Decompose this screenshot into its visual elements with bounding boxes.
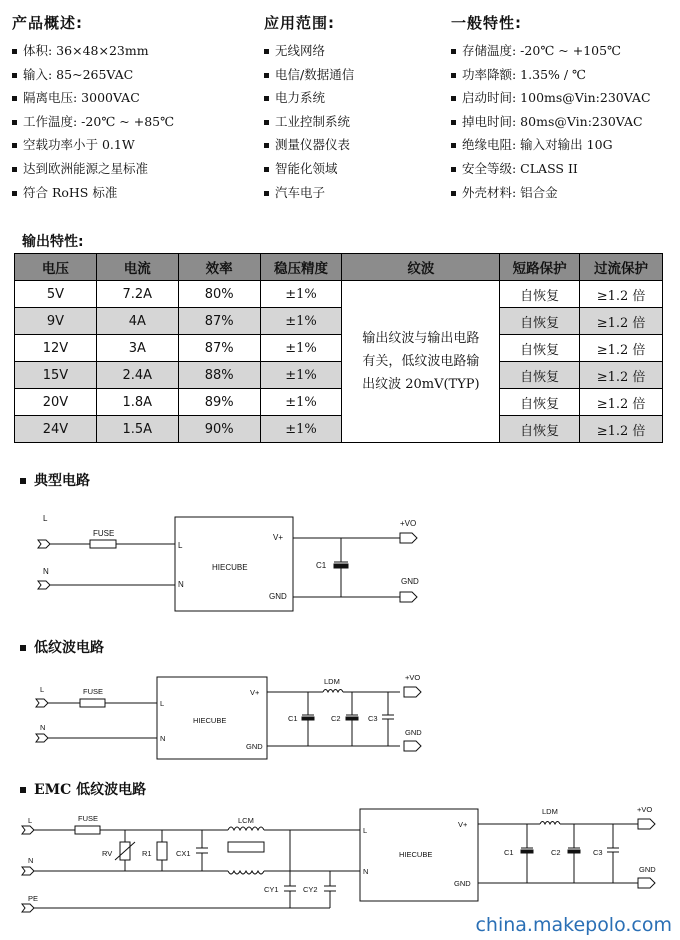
output-terminal-gnd — [638, 878, 655, 888]
svg-text:GND: GND — [401, 577, 419, 586]
ripple-line: 有关，低纹波电路输 — [362, 354, 480, 369]
common-mode-choke-lcm — [228, 827, 264, 830]
input-terminal-N — [38, 581, 50, 589]
application-item: 电力系统 — [264, 86, 354, 110]
input-terminal-PE — [22, 904, 34, 912]
cell-short: 自恢复 — [500, 362, 580, 389]
overview-item: 符合 RoHS 标准 — [12, 181, 174, 205]
fuse-symbol — [80, 699, 105, 707]
svg-text:R1: R1 — [142, 849, 152, 858]
output-table — [14, 253, 663, 443]
cell-efficiency: 89% — [178, 389, 260, 416]
svg-text:C1: C1 — [504, 848, 514, 857]
applications-title: 应用范围: — [264, 14, 335, 32]
cell-over: ≥1.2 倍 — [580, 362, 663, 389]
application-item: 智能化领域 — [264, 157, 354, 181]
cell-over: ≥1.2 倍 — [580, 416, 663, 443]
svg-text:GND: GND — [405, 728, 422, 737]
input-terminal-N — [22, 867, 34, 875]
header-short-protection: 短路保护 — [500, 254, 580, 281]
cell-voltage: 12V — [15, 335, 97, 362]
capacitor-c1 — [334, 564, 348, 568]
general-item: 安全等级: CLASS II — [451, 157, 651, 181]
cell-efficiency: 88% — [178, 362, 260, 389]
general-section — [451, 12, 651, 204]
application-item: 汽车电子 — [264, 181, 354, 205]
svg-text:+VO: +VO — [400, 519, 417, 528]
svg-text:N: N — [363, 867, 369, 876]
label-N: N — [43, 567, 49, 576]
inductor-ldm — [323, 690, 343, 693]
resistor-r1 — [157, 842, 167, 860]
cell-short: 自恢复 — [500, 416, 580, 443]
general-item: 掉电时间: 80ms@Vin:230VAC — [451, 110, 651, 134]
circuit2-title: 低纹波电路 — [20, 637, 104, 657]
header-ripple: 纹波 — [342, 254, 500, 281]
capacitor-c2 — [346, 717, 358, 720]
watermark: china.makepolo.com — [475, 914, 672, 936]
cell-voltage: 15V — [15, 362, 97, 389]
table-row — [15, 362, 663, 389]
cell-voltage: 24V — [15, 416, 97, 443]
svg-text:FUSE: FUSE — [83, 687, 104, 696]
table-row — [15, 308, 663, 335]
svg-text:V+: V+ — [250, 688, 260, 697]
application-item: 无线网络 — [264, 39, 354, 63]
svg-text:L: L — [363, 826, 368, 835]
svg-text:L: L — [178, 541, 183, 550]
input-terminal-L — [38, 540, 50, 548]
svg-text:GND: GND — [454, 879, 471, 888]
svg-text:C3: C3 — [368, 714, 378, 723]
header-overcurrent-protection: 过流保护 — [580, 254, 663, 281]
cell-regulation: ±1% — [260, 389, 342, 416]
cell-efficiency: 87% — [178, 308, 260, 335]
cell-efficiency: 90% — [178, 416, 260, 443]
circuit1-title: 典型电路 — [20, 470, 90, 490]
svg-text:LDM: LDM — [324, 677, 340, 686]
fuse-label: FUSE — [93, 529, 115, 538]
input-terminal-N — [36, 734, 48, 742]
general-item: 启动时间: 100ms@Vin:230VAC — [451, 86, 651, 110]
module-label: HIECUBE — [212, 563, 248, 572]
header-regulation: 稳压精度 — [260, 254, 342, 281]
overview-item: 空载功率小于 0.1W — [12, 133, 174, 157]
input-terminal-L — [22, 826, 34, 834]
svg-text:+VO: +VO — [405, 673, 421, 682]
overview-item: 体积: 36×48×23mm — [12, 39, 174, 63]
capacitor-c2 — [568, 850, 580, 853]
svg-text:GND: GND — [639, 865, 656, 874]
svg-text:+VO: +VO — [637, 805, 653, 814]
svg-text:N: N — [28, 856, 34, 865]
overview-item: 隔离电压: 3000VAC — [12, 86, 174, 110]
table-row — [15, 335, 663, 362]
svg-text:FUSE: FUSE — [78, 814, 99, 823]
overview-section — [12, 12, 174, 204]
svg-text:CX1: CX1 — [176, 849, 191, 858]
general-title: 一般特性: — [451, 14, 522, 32]
bullet-square — [20, 787, 26, 793]
ripple-line: 输出纹波与输出电路 — [362, 331, 480, 346]
bullet-square — [20, 645, 26, 651]
cell-efficiency: 87% — [178, 335, 260, 362]
general-item: 绝缘电阻: 输入对输出 10G — [451, 133, 651, 157]
inductor-ldm — [540, 822, 560, 825]
application-item: 测量仪器仪表 — [264, 133, 354, 157]
overview-item: 工作温度: -20℃ ~ +85℃ — [12, 110, 174, 134]
capacitor-c1 — [521, 850, 533, 853]
label-L: L — [43, 514, 48, 523]
svg-text:HIECUBE: HIECUBE — [399, 850, 433, 859]
cell-current: 4A — [96, 308, 178, 335]
output-terminal-vo — [400, 533, 417, 543]
svg-text:LDM: LDM — [542, 807, 558, 816]
application-item: 工业控制系统 — [264, 110, 354, 134]
svg-text:C2: C2 — [331, 714, 341, 723]
cell-current: 7.2A — [96, 281, 178, 308]
low-ripple-circuit-diagram — [0, 665, 680, 765]
svg-text:N: N — [160, 734, 166, 743]
cell-ripple-note — [342, 281, 500, 443]
table-row — [15, 416, 663, 443]
overview-item: 达到欧洲能源之星标准 — [12, 157, 174, 181]
choke-core — [228, 842, 264, 852]
output-terminal-vo — [404, 687, 421, 697]
capacitor-c1 — [302, 717, 314, 720]
svg-text:L: L — [40, 685, 45, 694]
svg-text:L: L — [160, 699, 165, 708]
cell-over: ≥1.2 倍 — [580, 308, 663, 335]
fuse-symbol — [75, 826, 100, 834]
table-header-row — [15, 254, 663, 281]
overview-item: 输入: 85~265VAC — [12, 63, 174, 87]
svg-text:C3: C3 — [593, 848, 603, 857]
circuit3-title: EMC 低纹波电路 — [20, 779, 146, 799]
svg-text:N: N — [178, 580, 184, 589]
typical-circuit-diagram — [0, 500, 680, 620]
bullet-square — [20, 478, 26, 484]
cell-over: ≥1.2 倍 — [580, 335, 663, 362]
fuse-symbol — [90, 540, 116, 548]
header-efficiency: 效率 — [178, 254, 260, 281]
cell-short: 自恢复 — [500, 389, 580, 416]
application-item: 电信/数据通信 — [264, 63, 354, 87]
cell-efficiency: 80% — [178, 281, 260, 308]
table-row — [15, 281, 663, 308]
output-terminal-vo — [638, 819, 655, 829]
svg-text:LCM: LCM — [238, 816, 254, 825]
svg-text:C2: C2 — [551, 848, 561, 857]
general-item: 存储温度: -20℃ ~ +105℃ — [451, 39, 651, 63]
cell-regulation: ±1% — [260, 335, 342, 362]
svg-text:CY1: CY1 — [264, 885, 279, 894]
cell-current: 1.8A — [96, 389, 178, 416]
applications-section — [264, 12, 354, 204]
ripple-line: 出纹波 20mV(TYP) — [362, 377, 480, 392]
output-title: 输出特性: — [22, 234, 84, 250]
output-terminal-gnd — [400, 592, 417, 602]
cell-regulation: ±1% — [260, 281, 342, 308]
svg-text:C1: C1 — [316, 561, 327, 570]
svg-text:RV: RV — [102, 849, 113, 858]
table-row — [15, 389, 663, 416]
cell-short: 自恢复 — [500, 281, 580, 308]
svg-text:HIECUBE: HIECUBE — [193, 716, 227, 725]
svg-text:PE: PE — [28, 894, 39, 903]
cell-over: ≥1.2 倍 — [580, 389, 663, 416]
cell-voltage: 20V — [15, 389, 97, 416]
svg-text:V+: V+ — [273, 533, 284, 542]
cell-voltage: 5V — [15, 281, 97, 308]
cell-short: 自恢复 — [500, 335, 580, 362]
emc-low-ripple-circuit-diagram — [0, 800, 680, 915]
output-terminal-gnd — [404, 741, 421, 751]
svg-text:N: N — [40, 723, 46, 732]
cell-regulation: ±1% — [260, 416, 342, 443]
svg-text:C1: C1 — [288, 714, 298, 723]
svg-text:V+: V+ — [458, 820, 468, 829]
overview-title: 产品概述: — [12, 14, 83, 32]
cell-current: 2.4A — [96, 362, 178, 389]
cell-regulation: ±1% — [260, 362, 342, 389]
general-item: 外壳材料: 铝合金 — [451, 181, 651, 205]
svg-text:CY2: CY2 — [303, 885, 318, 894]
input-terminal-L — [36, 699, 48, 707]
general-item: 功率降额: 1.35% / ℃ — [451, 63, 651, 87]
svg-text:L: L — [28, 816, 33, 825]
cell-current: 1.5A — [96, 416, 178, 443]
header-current: 电流 — [96, 254, 178, 281]
svg-text:GND: GND — [269, 592, 287, 601]
cell-voltage: 9V — [15, 308, 97, 335]
header-voltage: 电压 — [15, 254, 97, 281]
svg-text:GND: GND — [246, 742, 263, 751]
cell-current: 3A — [96, 335, 178, 362]
cell-over: ≥1.2 倍 — [580, 281, 663, 308]
cell-short: 自恢复 — [500, 308, 580, 335]
cell-regulation: ±1% — [260, 308, 342, 335]
